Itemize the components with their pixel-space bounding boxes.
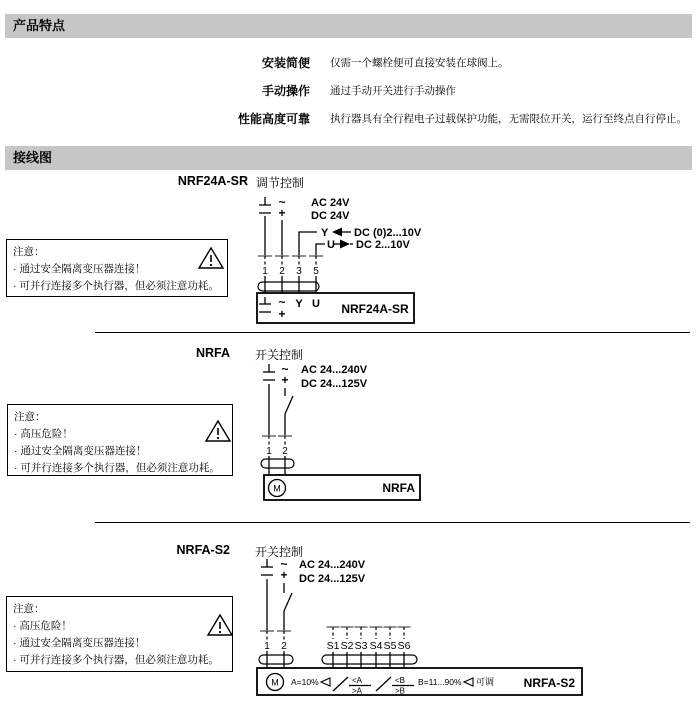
switch-b-position-opening: >B	[395, 686, 406, 696]
signal-range-y: DC (0)2...10V	[354, 227, 422, 239]
wire-number: 2	[282, 446, 288, 457]
note-box-nrfa-s2	[6, 596, 233, 672]
switch-a-setting: A=10%	[291, 677, 319, 687]
phase-terminal-symbol: ~	[278, 195, 286, 209]
wire-number: 5	[313, 266, 319, 277]
actuator-box-label: NRFA	[382, 481, 415, 495]
cable-break-marks	[258, 256, 323, 266]
power-label-dc: DC 24V	[311, 210, 350, 222]
box-terminal-plus: +	[278, 307, 286, 321]
actuator-box-label: NRF24A-SR	[341, 302, 409, 316]
ground-terminal-icon	[263, 364, 275, 380]
power-label-dc: DC 24...125V	[301, 378, 368, 390]
model-label-nrf24a-sr: NRF24A-SR	[177, 174, 248, 188]
phase-terminal-symbol: ~	[281, 362, 289, 376]
cable-sheath	[258, 282, 319, 291]
separator-line	[95, 522, 690, 523]
phase-terminal-symbol: ~	[280, 557, 288, 571]
warning-triangle-icon	[205, 419, 231, 443]
signal-name-y: Y	[321, 227, 329, 239]
wire-number: 1	[262, 266, 268, 277]
cable-sheath	[259, 655, 293, 664]
ground-terminal-icon	[261, 559, 273, 575]
wire-number: 3	[296, 266, 302, 277]
switch-contact	[284, 583, 292, 631]
power-label-ac: AC 24...240V	[301, 364, 368, 376]
feature-label: 性能高度可靠	[237, 112, 310, 126]
control-type-label: 开关控制	[255, 545, 304, 559]
note-item: · 可并行连接多个执行器，但必须注意功耗。	[14, 462, 220, 474]
motor-icon	[269, 480, 286, 497]
power-label-dc: DC 24...125V	[299, 573, 366, 585]
power-label-ac: AC 24...240V	[299, 559, 366, 571]
feature-description: 通过手动开关进行手动操作	[330, 85, 456, 97]
cable-sheath	[261, 459, 294, 468]
aux-terminal-label: S5	[383, 640, 397, 652]
warning-triangle-icon	[207, 613, 233, 637]
note-title: 注意：	[14, 411, 46, 423]
aux-terminal-label: S4	[369, 640, 383, 652]
wiring-diagram-nrfa	[255, 358, 430, 503]
wiring-diagram-nrf24a-sr	[255, 192, 485, 325]
signal-name-u: U	[327, 239, 335, 251]
switch-b-setting: B=11...90%	[418, 677, 462, 687]
model-label-nrfa-s2: NRFA-S2	[176, 543, 230, 557]
aux-terminal-label: S6	[397, 640, 411, 652]
warning-triangle-icon	[198, 246, 224, 270]
svg-text:M: M	[271, 677, 279, 688]
plus-terminal-symbol: +	[280, 568, 288, 582]
wire-number: 1	[266, 446, 272, 457]
wiring-section-header	[5, 146, 692, 170]
aux-terminal-label: S3	[354, 640, 368, 652]
plus-terminal-symbol: +	[281, 373, 289, 387]
adjustable-label: 可调	[476, 677, 495, 687]
note-item: · 通过安全隔离变压器连接！	[13, 637, 146, 649]
note-item: · 可并行连接多个执行器，但必须注意功耗。	[13, 280, 219, 292]
aux-terminal-wires	[327, 627, 411, 639]
feature-label: 安装简便	[261, 56, 310, 70]
feature-label: 手动操作	[261, 84, 310, 98]
switch-a-position-closing: <A	[352, 676, 363, 685]
wiring-diagram-nrfa-s2	[255, 553, 587, 698]
feature-description: 执行器具有全行程电子过载保护功能，无需限位开关，运行至终点自行停止。	[330, 113, 687, 125]
power-label-ac: AC 24V	[311, 197, 350, 209]
note-title: 注意：	[13, 246, 45, 258]
ground-terminal-icon	[259, 197, 271, 213]
svg-text:M: M	[273, 483, 281, 494]
separator-line	[95, 332, 690, 333]
feature-description: 仅需一个螺栓便可直接安装在球阀上。	[330, 57, 509, 69]
wire-number: 2	[279, 266, 285, 277]
aux-terminal-label: S1	[326, 640, 340, 652]
note-box-nrf24a-sr	[6, 239, 228, 297]
box-terminal-y: Y	[295, 298, 303, 310]
switch-b-position-closing: <B	[395, 676, 406, 685]
switch-a-position-opening: >A	[352, 686, 363, 696]
control-type-label: 调节控制	[256, 176, 305, 190]
note-box-nrfa	[7, 404, 233, 476]
cable-break-marks	[260, 631, 291, 641]
signal-range-u: DC 2...10V	[356, 239, 410, 251]
motor-icon	[267, 674, 284, 691]
box-terminal-phase: ~	[278, 295, 286, 309]
wire-number: 1	[264, 641, 270, 652]
note-item: · 通过安全隔离变压器连接！	[14, 445, 147, 457]
note-title: 注意：	[13, 603, 45, 615]
actuator-box-label: NRFA-S2	[523, 676, 575, 690]
arrow-right-icon	[340, 240, 350, 249]
wiring-section-title: 接线图	[13, 150, 53, 165]
wire-number: 2	[281, 641, 287, 652]
arrow-left-icon	[332, 228, 342, 237]
control-type-label: 开关控制	[255, 348, 304, 362]
signal-branch-u	[316, 239, 410, 256]
note-item: · 通过安全隔离变压器连接！	[13, 263, 146, 275]
features-section-title: 产品特点	[13, 18, 66, 33]
plus-terminal-symbol: +	[278, 206, 286, 220]
cable-sheath	[322, 655, 417, 664]
note-item: · 高压危险！	[14, 428, 73, 440]
note-item: · 可并行连接多个执行器，但必须注意功耗。	[13, 654, 219, 666]
switch-contact	[285, 388, 293, 436]
model-label-nrfa: NRFA	[195, 346, 230, 360]
features-section-header	[5, 14, 692, 38]
cable-break-marks	[262, 436, 292, 446]
note-item: · 高压危险！	[13, 620, 72, 632]
box-terminal-u: U	[312, 298, 320, 310]
aux-terminal-label: S2	[340, 640, 354, 652]
